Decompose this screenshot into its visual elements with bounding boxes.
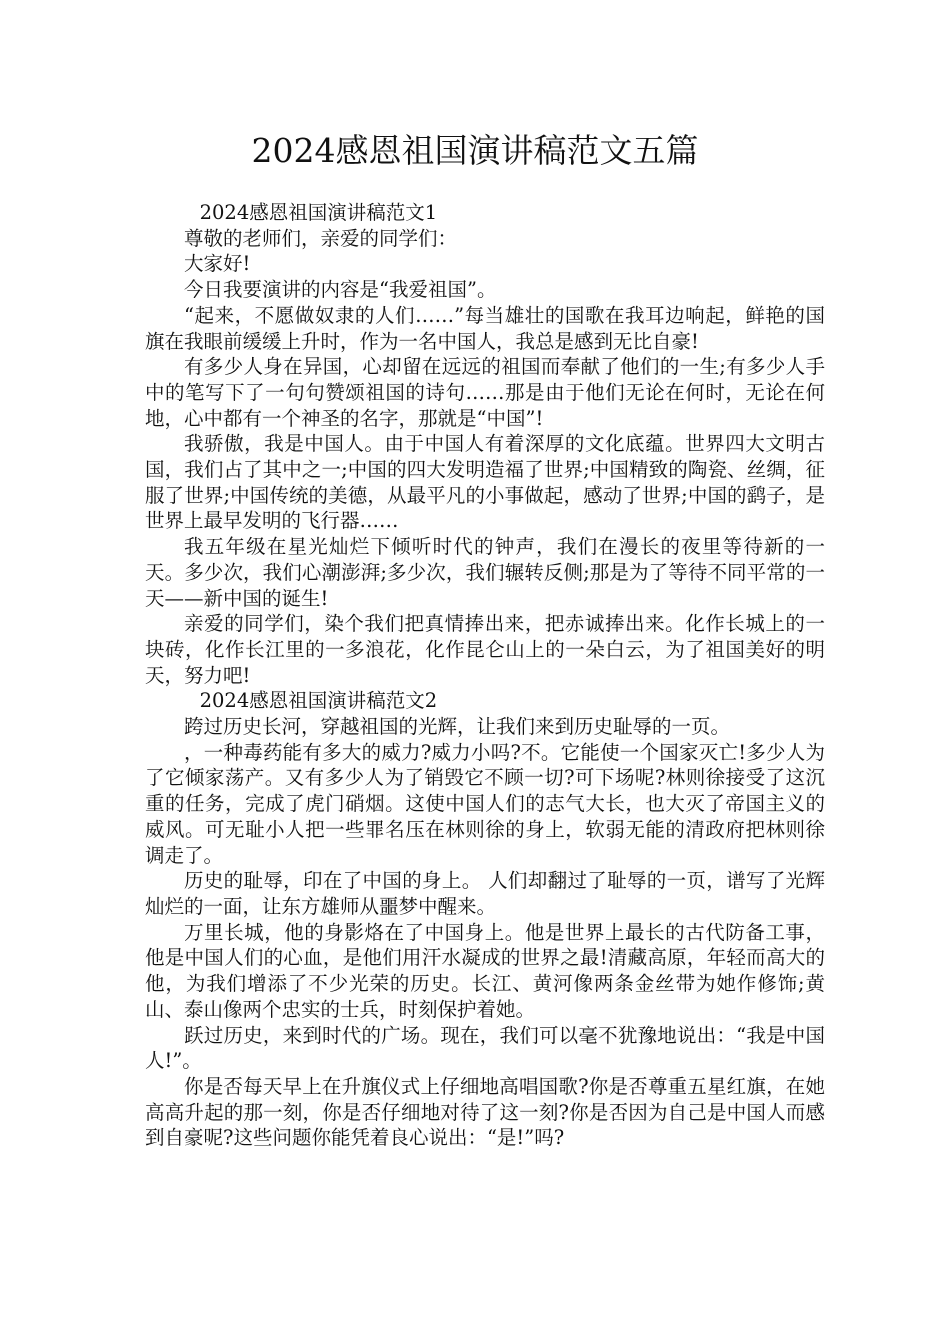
greeting: 大家好! [184, 252, 251, 276]
section-heading-1: 2024感恩祖国演讲稿范文1 [199, 201, 438, 224]
paragraph: 有多少人身在异国，心却留在远远的祖国而奉献了他们的一生;有多少人手中的笔写下了一句句赞颂祖国的诗句……那是由于他们无论在何时，无论在何地，心中都有一个神圣的名字，那就是“中国”! [145, 355, 825, 430]
paragraph: 我五年级在星光灿烂下倾听时代的钟声，我们在漫长的夜里等待新的一天。多少次，我们心潮澎湃;多少次，我们辗转反侧;那是为了等待不同平常的一天——新中国的诞生! [145, 535, 825, 610]
paragraph: “起来，不愿做奴隶的人们……”每当雄壮的国歌在我耳边响起，鲜艳的国旗在我眼前缓缓上升时，作为一名中国人，我总是感到无比自豪! [145, 303, 825, 353]
salutation: 尊敬的老师们，亲爱的同学们： [184, 226, 458, 250]
paragraph: 万里长城，他的身影烙在了中国身上。他是世界上最长的古代防备工事，他是中国人们的心血，是他们用汗水凝成的世界之最!清藏高原，年轻而高大的他，为我们增添了不少光荣的历史。长江、黄河像两条金丝带为她作修饰;黄山、泰山像两个忠实的士兵，时刻保护着她。 [145, 920, 825, 1021]
paragraph: ，一种毒药能有多大的威力?威力小吗?不。它能使一个国家灭亡!多少人为了它倾家荡产。又有多少人为了销毁它不顾一切?可下场呢?林则徐接受了这沉重的任务，完成了虎门硝烟。这使中国人们的志气大长，也大灭了帝国主义的威风。可无耻小人把一些罪名压在林则徐的身上，软弱无能的清政府把林则徐调走了。 [145, 740, 825, 867]
paragraph: 我骄傲，我是中国人。由于中国人有着深厚的文化底蕴。世界四大文明古国，我们占了其中之一;中国的四大发明造福了世界;中国精致的陶瓷、丝绸，征服了世界;中国传统的美德，从最平凡的小事做起，感动了世界;中国的鹞子，是世界上最早发明的飞行器…… [145, 432, 825, 533]
paragraph: 历史的耻辱，印在了中国的身上。 人们却翻过了耻辱的一页，谱写了光辉灿烂的一面，让东方雄师从噩梦中醒来。 [145, 869, 825, 918]
section-heading-2: 2024感恩祖国演讲稿范文2 [199, 689, 438, 713]
document-body [145, 200, 825, 1151]
paragraph: 亲爱的同学们，染个我们把真情捧出来，把赤诚捧出来。化作长城上的一块砖，化作长江里的一多浪花，化作昆仑山上的一朵白云，为了祖国美好的明天，努力吧! [145, 612, 825, 687]
paragraph: 跨过历史长河，穿越祖国的光辉，让我们来到历史耻辱的一页。 [184, 715, 731, 739]
document-title: 2024感恩祖国演讲稿范文五篇 [251, 131, 699, 170]
paragraph: 你是否每天早上在升旗仪式上仔细地高唱国歌?你是否尊重五星红旗，在她高高升起的那一刻，你是否仔细地对待了这一刻?你是否因为自己是中国人而感到自豪呢?这些问题你能凭着良心说出：“是!”吗? [145, 1074, 825, 1150]
paragraph: 今日我要演讲的内容是“我爱祖国”。 [184, 278, 497, 302]
paragraph: 跃过历史，来到时代的广场。现在，我们可以毫不犹豫地说出：“我是中国人!”。 [145, 1023, 825, 1073]
